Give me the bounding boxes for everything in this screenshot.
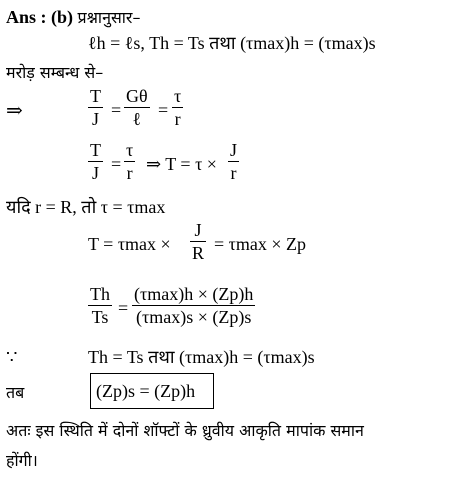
fraction-Gtheta-over-l: Gθ ℓ [126, 86, 148, 129]
fraction-tau-over-r: τ r [126, 140, 134, 183]
torsion-relation-text: मरोड़ सम्बन्ध से– [6, 63, 104, 82]
conclusion-line-1: अतः इस स्थिति में दोनों शॉफ्टों के ध्रुवीय आकृति मापांक समान [6, 421, 364, 440]
fraction-J-over-r: J r [230, 140, 238, 183]
given-conditions [88, 32, 376, 54]
given-conditions-text: ℓh = ℓs, Th = Ts तथा (τmax)h = (τmax)s [88, 33, 376, 53]
fraction-T-over-J: T J [90, 86, 101, 129]
if-condition-text: यदि r = R, तो τ = τmax [6, 197, 166, 217]
fraction-tau-over-r: τ r [174, 86, 182, 129]
equals-sign: = [111, 100, 122, 120]
because-text: Th = Ts तथा (τmax)h = (τmax)s [88, 347, 315, 367]
fraction-Th-over-Ts: Th Ts [90, 284, 110, 327]
torsion-relation-heading [6, 62, 103, 84]
if-condition [6, 196, 165, 218]
torque-expression-rhs: = τmax × Zp [214, 234, 307, 254]
implies-expression: ⇒ T = τ × [146, 154, 217, 174]
because-symbol: ∵ [6, 347, 18, 367]
answer-heading [6, 6, 140, 29]
answer-label: Ans : (b) [6, 7, 74, 27]
fraction-J-over-R: J R [192, 220, 205, 263]
answer-intro: प्रश्नानुसार– [77, 8, 141, 27]
torque-expression-lhs: T = τmax × [88, 234, 171, 254]
conclusion-line-2: होंगी। [6, 451, 38, 470]
equals-sign: = [118, 298, 129, 318]
equals-sign: = [111, 154, 122, 174]
ratio-fraction: (τmax)h × (Zp)h (τmax)s × (Zp)s [134, 284, 254, 327]
fraction-T-over-J: T J [90, 140, 101, 183]
equals-sign: = [158, 100, 169, 120]
boxed-result-text: (Zp)s = (Zp)h [96, 381, 196, 401]
then-word: तब [6, 383, 25, 402]
implies-arrow: ⇒ [6, 100, 23, 122]
